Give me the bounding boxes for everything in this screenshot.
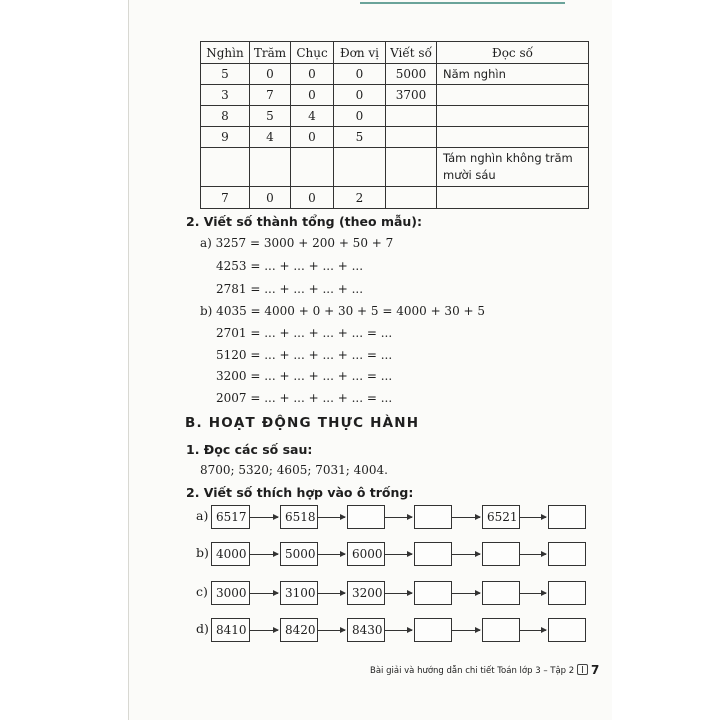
number-box[interactable]: [548, 542, 586, 566]
table-cell: 5: [201, 64, 250, 85]
number-box[interactable]: [482, 542, 520, 566]
table-cell: 2: [334, 187, 386, 209]
table-header-row: [201, 42, 589, 64]
arrow-right-icon: [452, 593, 480, 594]
arrow-right-icon: [250, 630, 278, 631]
top-rule: [360, 2, 565, 4]
b-exercise-1-title: 1. Đọc các số sau:: [186, 442, 313, 457]
number-box[interactable]: [482, 618, 520, 642]
number-box: 6000: [347, 542, 385, 566]
number-box: 5000: [280, 542, 318, 566]
table-cell: 0: [250, 64, 291, 85]
exercise-line: 3200 = ... + ... + ... + ... = ...: [216, 369, 393, 383]
b-exercise-2-title: 2. Viết số thích hợp vào ô trống:: [186, 485, 414, 500]
number-box: 6518: [280, 505, 318, 529]
number-box: 3200: [347, 581, 385, 605]
chain-label-d: d): [196, 621, 209, 636]
table-cell: 5000: [386, 64, 437, 85]
book-icon: [577, 664, 588, 675]
number-box[interactable]: [414, 618, 452, 642]
table-cell: [386, 106, 437, 127]
number-box[interactable]: [347, 505, 385, 529]
table-cell: 8: [201, 106, 250, 127]
table-cell: [291, 148, 334, 187]
table-cell: [437, 127, 589, 148]
table-cell: 0: [291, 127, 334, 148]
number-box[interactable]: [414, 542, 452, 566]
arrow-right-icon: [520, 517, 546, 518]
table-cell: 7: [250, 85, 291, 106]
table-cell: 0: [291, 64, 334, 85]
arrow-right-icon: [318, 593, 345, 594]
table-cell: [201, 148, 250, 187]
arrow-right-icon: [452, 517, 480, 518]
arrow-right-icon: [318, 630, 345, 631]
number-box[interactable]: [548, 581, 586, 605]
number-box: 3000: [211, 581, 250, 605]
arrow-right-icon: [318, 554, 345, 555]
table-cell: 5: [250, 106, 291, 127]
table-cell: 3: [201, 85, 250, 106]
number-box: 3100: [280, 581, 318, 605]
chain-label-b: b): [196, 545, 209, 560]
exercise-2-title: 2. Viết số thành tổng (theo mẫu):: [186, 214, 423, 229]
exercise-line: a) 3257 = 3000 + 200 + 50 + 7: [200, 236, 394, 250]
table-cell: [437, 85, 589, 106]
table-cell: 0: [334, 106, 386, 127]
table-cell: 0: [334, 85, 386, 106]
table-cell: [334, 148, 386, 187]
arrow-right-icon: [250, 517, 278, 518]
table-cell: 0: [291, 85, 334, 106]
table-cell: 0: [291, 187, 334, 209]
arrow-right-icon: [250, 593, 278, 594]
exercise-line: 2701 = ... + ... + ... + ... = ...: [216, 326, 393, 340]
table-cell: [250, 148, 291, 187]
header-cell: Trăm: [250, 42, 291, 64]
table-row: [201, 64, 589, 85]
table-cell: 4: [250, 127, 291, 148]
exercise-line: 4253 = ... + ... + ... + ...: [216, 259, 364, 273]
arrow-right-icon: [520, 630, 546, 631]
table-cell: 7: [201, 187, 250, 209]
arrow-right-icon: [520, 554, 546, 555]
number-box: 8420: [280, 618, 318, 642]
header-cell: Chục: [291, 42, 334, 64]
arrow-right-icon: [520, 593, 546, 594]
number-box[interactable]: [414, 505, 452, 529]
header-cell: Nghìn: [201, 42, 250, 64]
table-cell: [437, 106, 589, 127]
number-box[interactable]: [548, 505, 586, 529]
chain-label-a: a): [196, 508, 209, 523]
table-cell: 0: [334, 64, 386, 85]
header-cell: Viết số: [386, 42, 437, 64]
number-box[interactable]: [548, 618, 586, 642]
arrow-right-icon: [385, 593, 412, 594]
table-row: [201, 85, 589, 106]
number-box: 4000: [211, 542, 250, 566]
chain-label-c: c): [196, 584, 208, 599]
place-value-table: [200, 41, 589, 209]
arrow-right-icon: [385, 630, 412, 631]
exercise-line: 5120 = ... + ... + ... + ... = ...: [216, 348, 393, 362]
table-cell: Năm nghìn: [437, 64, 589, 85]
arrow-right-icon: [452, 630, 480, 631]
exercise-line: 2007 = ... + ... + ... + ... = ...: [216, 391, 393, 405]
arrow-right-icon: [385, 517, 412, 518]
number-box: 8410: [211, 618, 250, 642]
table-cell: 0: [250, 187, 291, 209]
footer-text: Bài giải và hướng dẫn chi tiết Toán lớp 3 – Tập 2: [370, 666, 575, 676]
arrow-right-icon: [385, 554, 412, 555]
table-cell: 5: [334, 127, 386, 148]
table-cell: 3700: [386, 85, 437, 106]
table-row: [201, 106, 589, 127]
page-number: 7: [591, 663, 600, 677]
number-box: 8430: [347, 618, 385, 642]
number-box: 6521: [482, 505, 520, 529]
table-cell: [386, 148, 437, 187]
header-cell: Đọc số: [437, 42, 589, 64]
table-cell: Tám nghìn không trăm mười sáu: [437, 148, 589, 187]
table-cell: [386, 127, 437, 148]
exercise-line: 2781 = ... + ... + ... + ...: [216, 282, 364, 296]
section-b-title: B. HOẠT ĐỘNG THỰC HÀNH: [185, 415, 420, 431]
arrow-right-icon: [318, 517, 345, 518]
b-exercise-1-numbers: 8700; 5320; 4605; 7031; 4004.: [200, 463, 388, 477]
table-cell: [386, 187, 437, 209]
table-row: [201, 127, 589, 148]
table-row: [201, 148, 589, 187]
table-row: [201, 187, 589, 209]
table-cell: [437, 187, 589, 209]
number-box[interactable]: [414, 581, 452, 605]
table-cell: 4: [291, 106, 334, 127]
exercise-line: b) 4035 = 4000 + 0 + 30 + 5 = 4000 + 30 + 5: [200, 304, 486, 318]
arrow-right-icon: [452, 554, 480, 555]
header-cell: Đơn vị: [334, 42, 386, 64]
arrow-right-icon: [250, 554, 278, 555]
number-box[interactable]: [482, 581, 520, 605]
number-box: 6517: [211, 505, 250, 529]
table-cell: 9: [201, 127, 250, 148]
